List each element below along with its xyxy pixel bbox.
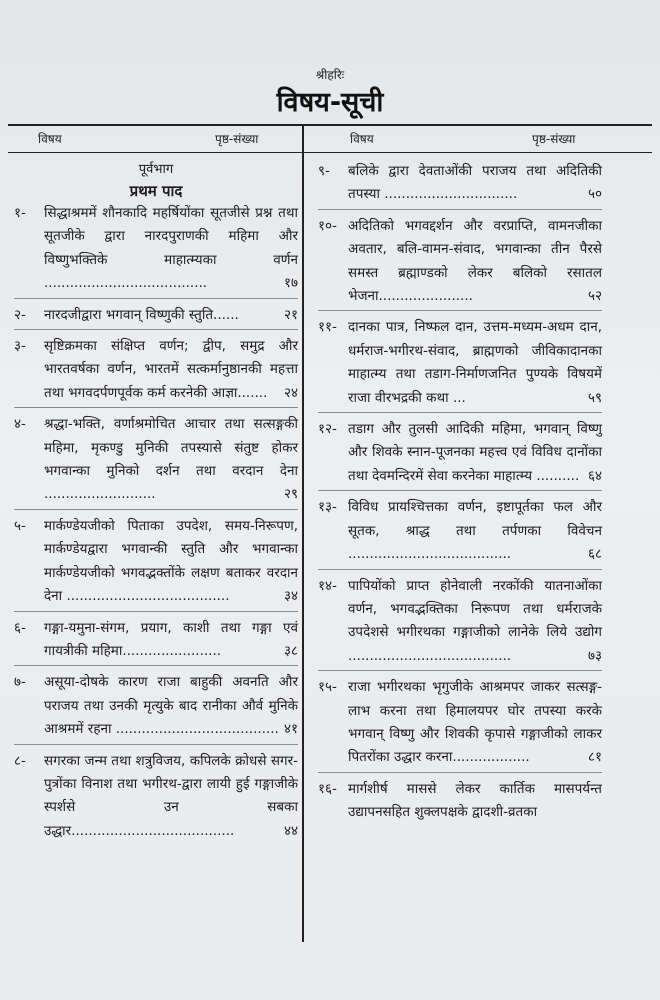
toc-entry: [14, 304, 298, 330]
toc-entry: [318, 215, 602, 312]
entry-number: २-: [14, 306, 26, 323]
entry-number: ४-: [14, 416, 26, 433]
entry-page-number: १७: [283, 275, 298, 292]
entry-title: बलिके द्वारा देवताओंकी पराजय तथा अदितिकी तपस्या ...............................: [348, 163, 602, 203]
entry-title: मार्कण्डेयजीको पिताका उपदेश, समय-निरूपण, मार्कण्डेयद्वारा भगवान्की स्तुति और भगवान्का मार्कण्डेयजीको भगवद्भक्तोंके लक्षण बताकर वरदान देना ......................................: [44, 517, 298, 605]
left-entry-list: [14, 202, 298, 845]
toc-entry: [14, 617, 298, 667]
entry-title: गङ्गा-यमुना-संगम, प्रयाग, काशी तथा गङ्गा एवं गायत्रीकी महिमा.......................: [44, 619, 298, 659]
entry-page-number: २९: [283, 486, 298, 503]
toc-entry: [318, 676, 602, 773]
header-rule: [8, 152, 652, 153]
entry-text: [44, 671, 298, 741]
page-title: विषय-सूची: [276, 87, 384, 118]
left-column: [14, 160, 298, 850]
entry-page-number: ३४: [283, 588, 298, 605]
entry-text: [44, 202, 298, 296]
entry-number: ६-: [14, 619, 26, 636]
entry-page-number: ४४: [283, 822, 298, 839]
entry-number: १-: [14, 205, 26, 221]
entry-number: १२-: [318, 421, 337, 438]
entry-page-number: ३८: [283, 642, 298, 659]
section-pada: प्रथम पाद: [129, 182, 183, 200]
entry-number: १०-: [318, 217, 337, 234]
entry-page-number: २४: [283, 384, 298, 401]
entry-title: राजा भगीरथका भृगुजीके आश्रमपर जाकर सत्सङ्ग-लाभ करना तथा हिमालयपर घोर तपस्या करके भगवान् विष्णु और शिवकी कृपासे गङ्गाजीको लाकर पितरोंका उद्धार करना..................: [348, 679, 602, 766]
entry-title: मार्गशीर्ष माससे लेकर कार्तिक मासपर्यन्त उद्यापनसहित शुक्लपक्षके द्वादशी-व्रतका: [348, 780, 602, 821]
toc-entry: [318, 316, 602, 413]
entry-text: [348, 676, 602, 770]
right-entry-list: [318, 160, 602, 827]
entry-number: १५-: [318, 679, 337, 696]
entry-text: [348, 316, 602, 410]
entry-text: [44, 413, 298, 507]
entry-number: १३-: [318, 499, 337, 516]
top-rule: [8, 124, 652, 126]
column-divider: [302, 124, 304, 942]
entry-number: १४-: [318, 577, 337, 594]
entry-number: ८-: [14, 752, 26, 769]
entry-number: ९-: [318, 163, 330, 179]
entry-number: ३-: [14, 338, 26, 355]
entry-title: अदितिको भगवद्दर्शन और वरप्राप्ति, वामनजीका अवतार, बलि-वामन-संवाद, भगवान्का तीन पैरसे समस्त ब्रह्माण्डको लेकर बलिको रसातल भेजना......................: [348, 217, 602, 305]
entry-title: असूया-दोषके कारण राजा बाहुकी अवनति और पराजय तथा उनकी मृत्युके बाद रानीका और्व मुनिके आश्रममें रहना ......................................: [44, 674, 298, 738]
entry-text: [44, 617, 298, 664]
section-part: पूर्वभाग: [138, 162, 174, 177]
entry-number: ५-: [14, 517, 26, 534]
toc-entry: [318, 778, 602, 827]
entry-title: सिद्धाश्रममें शौनकादि महर्षियोंका सूतजीसे प्रश्न तथा सूतजीके द्वारा नारदपुराणकी महिमा और विष्णुभक्तिके माहात्म्यका वर्णन ......................................: [44, 205, 298, 292]
toc-entry: [318, 418, 602, 491]
entry-text: [348, 215, 602, 309]
entry-page-number: ८१: [587, 749, 602, 766]
toc-entry: [14, 202, 298, 299]
left-page-header: पृष्ठ-संख्या: [215, 132, 259, 146]
right-column: [318, 160, 602, 832]
toc-entry: [14, 413, 298, 510]
entry-title: विविध प्रायश्चित्तका वर्णन, इष्टापूर्तका फल और सूतक, श्राद्ध तथा तर्पणका विवेचन ......................................: [348, 499, 602, 563]
entry-text: [348, 418, 602, 488]
entry-text: [348, 160, 602, 207]
entry-title: सृष्टिक्रमका संक्षिप्त वर्णन; द्वीप, समुद्र और भारतवर्षका वर्णन, भारतमें सत्कर्मानुष्ठानकी महत्ता तथा भगवदर्पणपूर्वक कर्म करनेकी आज्ञा.......: [44, 338, 298, 401]
entry-text: [44, 750, 298, 844]
entry-number: ११-: [318, 319, 337, 336]
entry-page-number: ५२: [587, 288, 602, 305]
entry-title: तडाग और तुलसी आदिकी महिमा, भगवान् विष्णु और शिवके स्नान-पूजनका महत्त्व एवं विविध दानोंका तथा देवमन्दिरमें सेवा करनेका माहात्म्य ..........: [348, 421, 602, 484]
entry-page-number: ४१: [283, 721, 298, 738]
entry-page-number: ५९: [587, 389, 602, 406]
toc-entry: [14, 750, 298, 846]
entry-text: [44, 304, 298, 327]
entry-page-number: ६८: [587, 546, 602, 563]
entry-text: [44, 335, 298, 405]
right-page-header: पृष्ठ-संख्या: [532, 132, 576, 146]
left-subject-header: विषय: [38, 132, 62, 146]
invocation-text: श्रीहरिः: [315, 68, 345, 82]
right-subject-header: विषय: [350, 132, 374, 146]
entry-title: पापियोंको प्राप्त होनेवाली नरकोंकी यातनाओंका वर्णन, भगवद्भक्तिका निरूपण तथा धर्मराजके उपदेशसे भगीरथका गङ्गाजीको लानेके लिये उद्योग ......................................: [348, 577, 602, 664]
entry-title: दानका पात्र, निष्फल दान, उत्तम-मध्यम-अधम दान, धर्मराज-भगीरथ-संवाद, ब्राह्मणको जीविकादानका माहात्म्य तथा तडाग-निर्माणजनित पुण्यके विषयमें राजा वीरभद्रकी कथा ...: [348, 319, 602, 406]
entry-title: सगरका जन्म तथा शत्रुविजय, कपिलके क्रोधसे सगर-पुत्रोंका विनाश तथा भगीरथ-द्वारा लायी हुई गङ्गाजीके स्पर्शसे उन सबका उद्धार......................................: [44, 752, 298, 839]
entry-page-number: ५०: [587, 186, 602, 203]
entry-number: ७-: [14, 674, 26, 691]
toc-entry: [14, 335, 298, 408]
entry-title: श्रद्धा-भक्ति, वर्णाश्रमोचित आचार तथा सत्सङ्गकी महिमा, मृकण्डु मुनिकी तपस्यासे संतुष्ट होकर भगवान्का मुनिको दर्शन तथा वरदान देना ..........................: [44, 416, 298, 503]
toc-entry: [318, 496, 602, 569]
entry-text: [348, 496, 602, 566]
toc-entry: [14, 515, 298, 612]
entry-number: १६-: [318, 780, 337, 797]
toc-entry: [318, 160, 602, 210]
entry-title: नारदजीद्वारा भगवान् विष्णुकी स्तुति......: [44, 306, 239, 323]
toc-entry: [14, 671, 298, 744]
entry-page-number: ६४: [587, 467, 602, 484]
toc-entry: [318, 575, 602, 672]
entry-text: [44, 515, 298, 609]
entry-page-number: २१: [283, 306, 298, 323]
entry-page-number: ७३: [587, 647, 602, 664]
entry-text: [348, 778, 602, 825]
entry-text: [348, 575, 602, 669]
